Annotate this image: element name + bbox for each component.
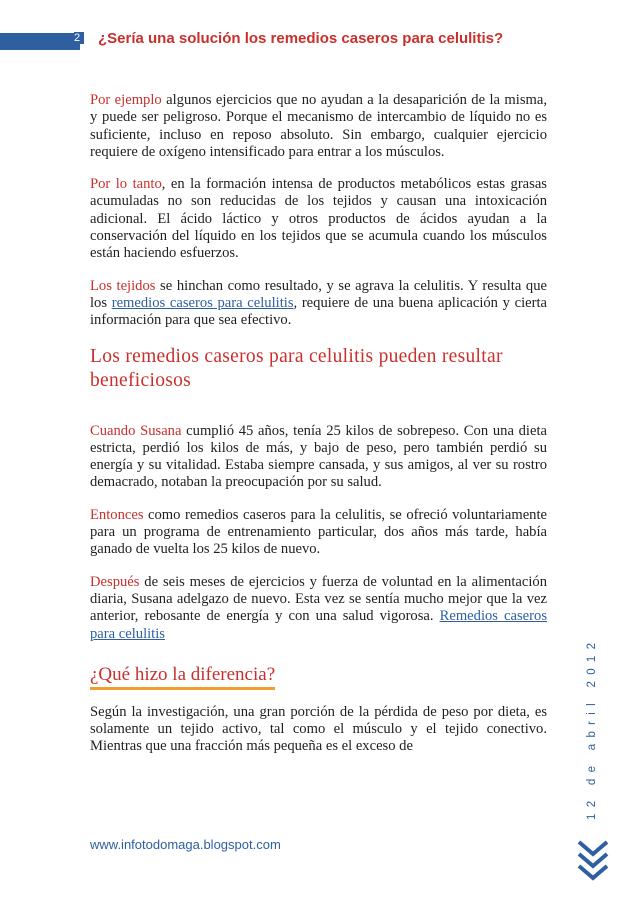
- paragraph-lead: Por lo tanto: [90, 176, 162, 193]
- paragraph: [90, 92, 547, 161]
- paragraph: [90, 423, 547, 492]
- chevron-down-triple-icon[interactable]: [575, 838, 611, 888]
- header-bar: [0, 33, 80, 50]
- paragraph: [90, 574, 547, 643]
- paragraph-text: , en la formación intensa de productos metabólicos estas grasas acumuladas no son reducidas de los tejidos y causan una intoxicación adicional. El ácido láctico y otros productos de ácidos ayudan a la conservación del líquido en los tejidos que se acumula cuando los músculos están haciendo esfuerzos.: [90, 176, 547, 262]
- paragraph-lead: Entonces: [90, 506, 144, 523]
- paragraph-text: algunos ejercicios que no ayudan a la desaparición de la misma, y puede ser peligroso. Porque el mecanismo de intercambio de líquido no es suficiente, incluso en reposo absoluto. Sin embargo, cualquier ejercicio requiere de oxígeno intensificado para entrar a los músculos.: [90, 92, 547, 160]
- remedios-link[interactable]: Remedios caseros para celulitis: [90, 608, 547, 642]
- side-date-text: 12 de abril 2012: [586, 636, 598, 820]
- paragraph-lead: Por ejemplo: [90, 92, 162, 108]
- remedios-link[interactable]: remedios caseros para celulitis: [111, 294, 294, 311]
- paragraph-text: , requiere de una buena aplicación y cierta información para que sea efectivo.: [90, 294, 548, 329]
- paragraph-text: de seis meses de ejercicios y fuerza de voluntad en la alimentación diaria, Susana adelgazo de nuevo. Esta vez se sentía mucho mejor que la vez anterior, rebosante de energía y con una salud vigorosa.: [90, 573, 547, 625]
- page-number: 2: [74, 32, 84, 44]
- section-heading: Los remedios caseros para celulitis pueden resultar beneficiosos: [90, 345, 503, 391]
- paragraph-text: cumplió 45 años, tenía 25 kilos de sobrepeso. Con una dieta estricta, perdió los kilos de más, y bajo de peso, pero también perdió su energía y su vitalidad. Estaba siempre cansada, y sus amigos, al ver su rostro demacrado, notaban la preocupación por su salud.: [90, 422, 547, 491]
- document-body: [90, 92, 547, 771]
- side-date: [586, 636, 602, 830]
- paragraph: [90, 278, 547, 330]
- paragraph: [90, 176, 547, 262]
- paragraph-lead: Cuando Susana: [90, 422, 182, 439]
- paragraph-lead: Después: [90, 573, 140, 590]
- subheading: ¿Qué hizo la diferencia?: [90, 664, 275, 690]
- footer-url[interactable]: www.infotodomaga.blogspot.com: [90, 837, 281, 852]
- paragraph: Según la investigación, una gran porción de la pérdida de peso por dieta, es solamente un tejido activo, tal como el músculo y el tejido conectivo. Mientras que una fracción más pequeña es el exceso de: [90, 703, 547, 755]
- paragraph-lead: Los tejidos: [90, 277, 156, 294]
- header-title: ¿Sería una solución los remedios caseros para celulitis?: [98, 30, 504, 47]
- paragraph-text: se hinchan como resultado, y se agrava la celulitis. Y resulta que los: [90, 277, 547, 311]
- paragraph-text: como remedios caseros para la celulitis, se ofreció voluntariamente para un programa de entrenamiento particular, dos años más tarde, había ganado de vuelta los 25 kilos de nuevo.: [90, 506, 547, 558]
- paragraph: [90, 507, 547, 559]
